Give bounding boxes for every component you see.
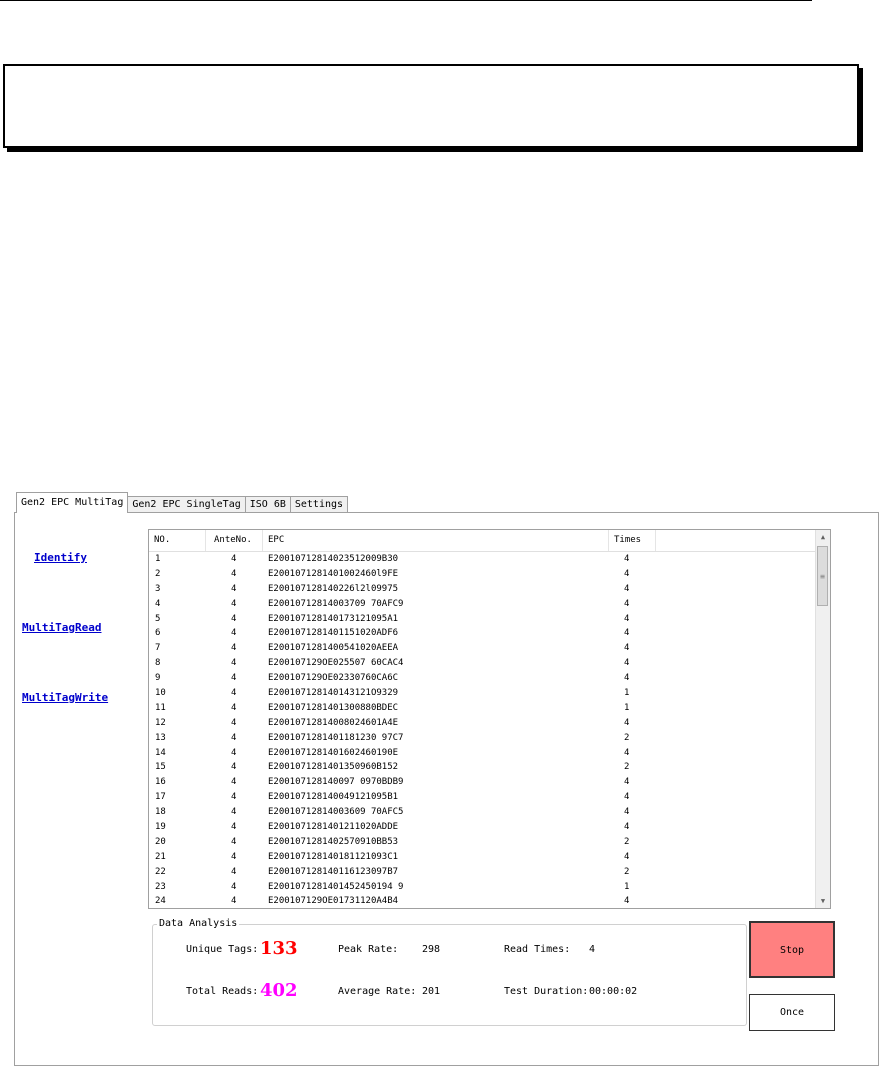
data-analysis-group [152,918,747,1026]
row-epc: E2001071281401151020ADF6 [268,628,399,639]
table-row[interactable] [149,582,815,597]
row-no: 7 [155,643,161,654]
average-rate-label: Average Rate: [338,986,417,997]
read-times-label: Read Times: [504,944,571,955]
row-ante-no: 4 [231,554,237,564]
multi-tag-write-link[interactable]: MultiTagWrite [22,691,109,704]
scroll-down-arrow-icon[interactable]: ▼ [820,897,826,905]
row-ante-no: 4 [231,896,237,907]
table-row[interactable] [149,626,815,641]
row-no: 14 [155,747,166,758]
table-row[interactable] [149,701,815,716]
row-times: 4 [624,851,630,862]
column-header-epc[interactable]: EPC [263,530,609,551]
row-times: 1 [624,881,630,892]
table-row[interactable] [149,850,815,865]
row-ante-no: 4 [231,762,237,773]
row-epc: E2001071281401211020ADDE [268,822,399,833]
row-ante-no: 4 [231,688,237,699]
row-epc: E2001071281401602460190E [268,747,399,758]
row-ante-no: 4 [231,777,237,788]
table-row[interactable] [149,775,815,790]
row-times: 4 [624,673,630,684]
row-times: 4 [624,777,630,788]
row-no: 9 [155,673,161,684]
table-row[interactable] [149,641,815,656]
row-ante-no: 4 [231,598,237,609]
row-times: 4 [624,613,630,624]
row-epc: E200107128140097 0970BDB9 [268,777,404,788]
vertical-scrollbar[interactable] [815,530,830,908]
list-header [149,530,815,552]
row-ante-no: 4 [231,628,237,639]
row-epc: E2001071281401002460l9FE [268,568,399,579]
tab-strip [16,493,347,513]
row-ante-no: 4 [231,673,237,684]
row-ante-no: 4 [231,807,237,818]
tab-panel [14,512,879,1066]
row-no: 8 [155,658,161,669]
table-row[interactable] [149,671,815,686]
column-header-times[interactable]: Times [609,530,656,551]
row-times: 4 [624,896,630,907]
tab-gen2-epc-multitag[interactable]: Gen2 EPC MultiTag [16,492,128,513]
row-times: 4 [624,643,630,654]
read-times-value: 4 [589,944,596,955]
table-row[interactable] [149,760,815,775]
row-times: 4 [624,807,630,818]
row-times: 2 [624,732,630,743]
table-row[interactable] [149,894,815,909]
table-row[interactable] [149,656,815,671]
row-no: 15 [155,762,166,773]
row-epc: E200107129OE02330760CA6C [268,673,399,684]
unique-tags-label: Unique Tags: [186,944,259,955]
row-times: 4 [624,717,630,728]
row-ante-no: 4 [231,717,237,728]
row-no: 17 [155,792,166,803]
row-times: 4 [624,822,630,833]
document-frame-box [3,64,859,148]
row-ante-no: 4 [231,836,237,847]
peak-rate-value: 298 [422,944,441,955]
table-row[interactable] [149,552,815,567]
stop-button[interactable]: Stop [749,921,835,978]
row-no: 16 [155,777,166,788]
row-ante-no: 4 [231,613,237,624]
row-epc: E200107128140143121O9329 [268,688,399,699]
test-duration-label: Test Duration: [504,986,589,997]
row-epc: E20010712814023512009B30 [268,554,399,564]
table-row[interactable] [149,731,815,746]
row-no: 2 [155,568,161,579]
row-times: 2 [624,762,630,773]
table-row[interactable] [149,597,815,612]
row-epc: E200107129OE025507 60CAC4 [268,658,404,669]
column-header-ante-no[interactable]: AnteNo. [206,530,263,551]
row-ante-no: 4 [231,822,237,833]
multi-tag-read-link[interactable]: MultiTagRead [22,621,102,634]
row-ante-no: 4 [231,747,237,758]
row-ante-no: 4 [231,851,237,862]
row-no: 13 [155,732,166,743]
table-row[interactable] [149,716,815,731]
tab-gen2-epc-singletag[interactable]: Gen2 EPC SingleTag [127,496,245,513]
row-no: 1 [155,554,161,564]
document-rule [0,0,812,1]
average-rate-value: 201 [422,986,441,997]
row-epc: E200107128140049121095B1 [268,792,399,803]
table-row[interactable] [149,612,815,627]
table-row[interactable] [149,790,815,805]
row-ante-no: 4 [231,792,237,803]
table-row[interactable] [149,880,815,895]
table-row[interactable] [149,805,815,820]
row-no: 3 [155,583,161,594]
row-ante-no: 4 [231,881,237,892]
row-ante-no: 4 [231,866,237,877]
table-row[interactable] [149,567,815,582]
row-no: 11 [155,702,166,713]
row-ante-no: 4 [231,732,237,743]
peak-rate-label: Peak Rate: [338,944,399,955]
row-no: 10 [155,688,166,699]
row-epc: E200107129OE01731120A4B4 [268,896,399,907]
row-epc: E200107128140116123097B7 [268,866,399,877]
row-times: 2 [624,836,630,847]
unique-tags-value: 133 [260,938,298,959]
total-reads-value: 402 [260,980,298,1001]
row-ante-no: 4 [231,568,237,579]
table-row[interactable] [149,820,815,835]
row-no: 20 [155,836,166,847]
row-ante-no: 4 [231,643,237,654]
tab-iso-6b[interactable]: ISO 6B [245,496,291,513]
once-button[interactable]: Once [749,994,835,1031]
list-body [149,552,815,909]
row-no: 23 [155,881,166,892]
row-epc: E2001071281401452450194 9 [268,881,404,892]
total-reads-label: Total Reads: [186,986,259,997]
row-times: 4 [624,628,630,639]
row-times: 4 [624,554,630,564]
row-ante-no: 4 [231,658,237,669]
row-times: 1 [624,688,630,699]
row-times: 4 [624,747,630,758]
table-row[interactable] [149,686,815,701]
row-epc: E20010712814008024601A4E [268,717,399,728]
row-times: 1 [624,702,630,713]
identify-link[interactable]: Identify [34,551,87,564]
row-times: 4 [624,568,630,579]
row-times: 2 [624,866,630,877]
table-row[interactable] [149,835,815,850]
row-ante-no: 4 [231,702,237,713]
data-analysis-legend: Data Analysis [159,918,238,929]
table-row[interactable] [149,746,815,761]
row-no: 22 [155,866,166,877]
row-ante-no: 4 [231,583,237,594]
row-no: 6 [155,628,161,639]
row-epc: E20010712814003609 70AFC5 [268,807,404,818]
row-times: 4 [624,583,630,594]
row-epc: E2001071281402570910BB53 [268,836,399,847]
row-no: 24 [155,896,166,907]
row-no: 4 [155,598,161,609]
row-epc: E2001071281400541020AEEA [268,643,399,654]
row-epc: E200107128140181121093C1 [268,851,399,862]
tag-list-view[interactable] [148,529,831,909]
scroll-thumb[interactable]: ≡ [817,546,828,606]
row-epc: E200107128140226l2l09975 [268,583,399,594]
row-no: 12 [155,717,166,728]
row-no: 21 [155,851,166,862]
row-epc: E200107128140173121095A1 [268,613,399,624]
scroll-up-arrow-icon[interactable]: ▲ [820,533,826,541]
rfid-reader-app [14,493,878,1065]
row-no: 5 [155,613,161,624]
row-epc: E2001071281401350960B152 [268,762,399,773]
row-epc: E20010712814003709 70AFC9 [268,598,404,609]
row-epc: E2001071281401300880BDEC [268,702,399,713]
row-epc: E2001071281401181230 97C7 [268,732,404,743]
row-no: 19 [155,822,166,833]
row-times: 4 [624,792,630,803]
test-duration-value: 00:00:02 [589,986,638,997]
row-no: 18 [155,807,166,818]
tab-settings[interactable]: Settings [290,496,348,513]
table-row[interactable] [149,865,815,880]
row-times: 4 [624,598,630,609]
column-header-no[interactable]: NO. [149,530,206,551]
row-times: 4 [624,658,630,669]
